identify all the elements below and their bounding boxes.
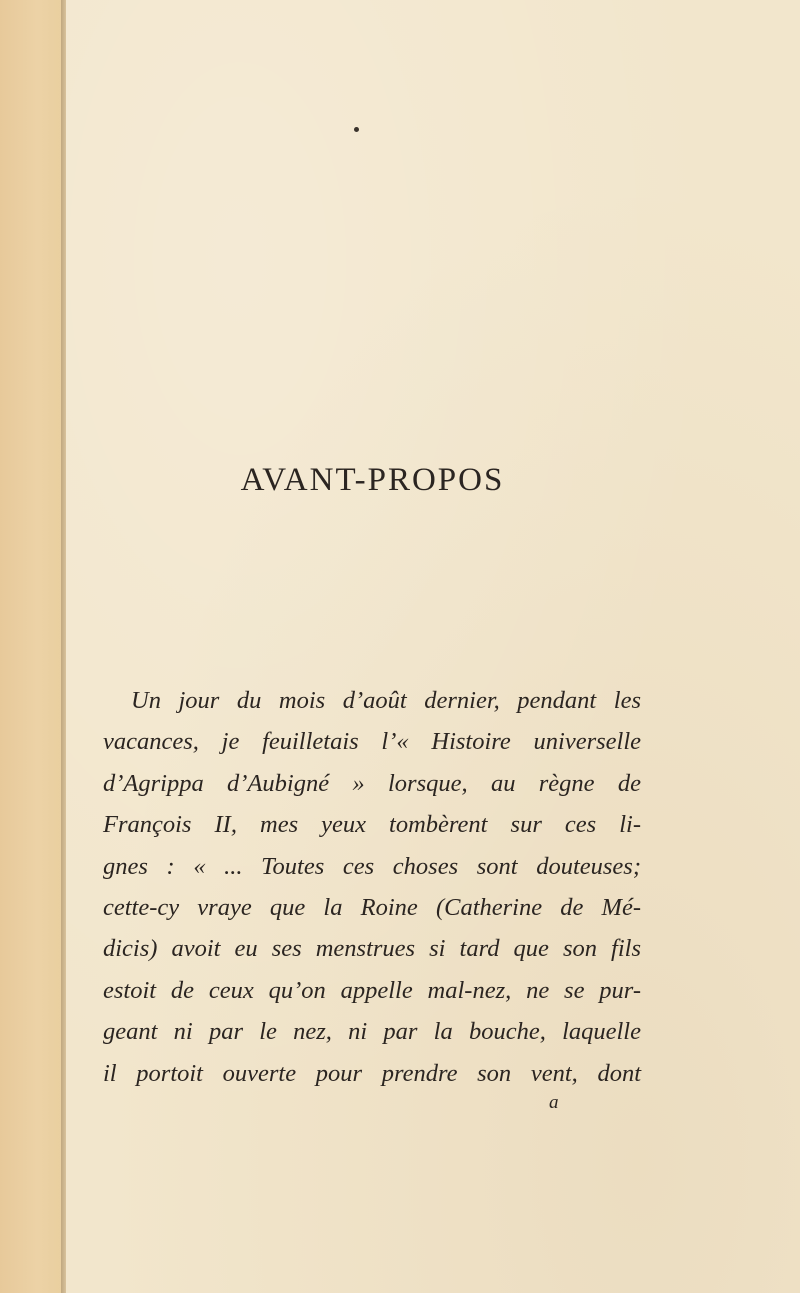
ink-dot [354,127,359,132]
text-line: dicis) avoit eu ses menstrues si tard que son fils [103,935,641,963]
text-line: Un jour du mois d’août dernier, pendant les [131,687,641,714]
text-line: François II, mes yeux tombèrent sur ces li- [103,811,641,839]
text-line: geant ni par le nez, ni par la bouche, laquelle [103,1018,641,1046]
page-heading: AVANT-PROPOS [240,462,505,498]
text-line: cette-cy vraye que la Roine (Catherine de Mé- [103,893,641,921]
signature-mark: a [549,1092,559,1113]
text-line: il portoit ouverte pour prendre son vent, dont [103,1059,641,1087]
text-line: vacances, je feuilletais l’« Histoire universelle [103,728,641,756]
body-paragraph [103,680,641,1094]
text-line: estoit de ceux qu’on appelle mal-nez, ne se pur- [103,976,641,1004]
text-line: gnes : « ... Toutes ces choses sont douteuses; [103,852,641,880]
text-line: d’Agrippa d’Aubigné » lorsque, au règne de [103,769,641,797]
binding-edge [61,0,66,1293]
page-gutter [0,0,62,1293]
